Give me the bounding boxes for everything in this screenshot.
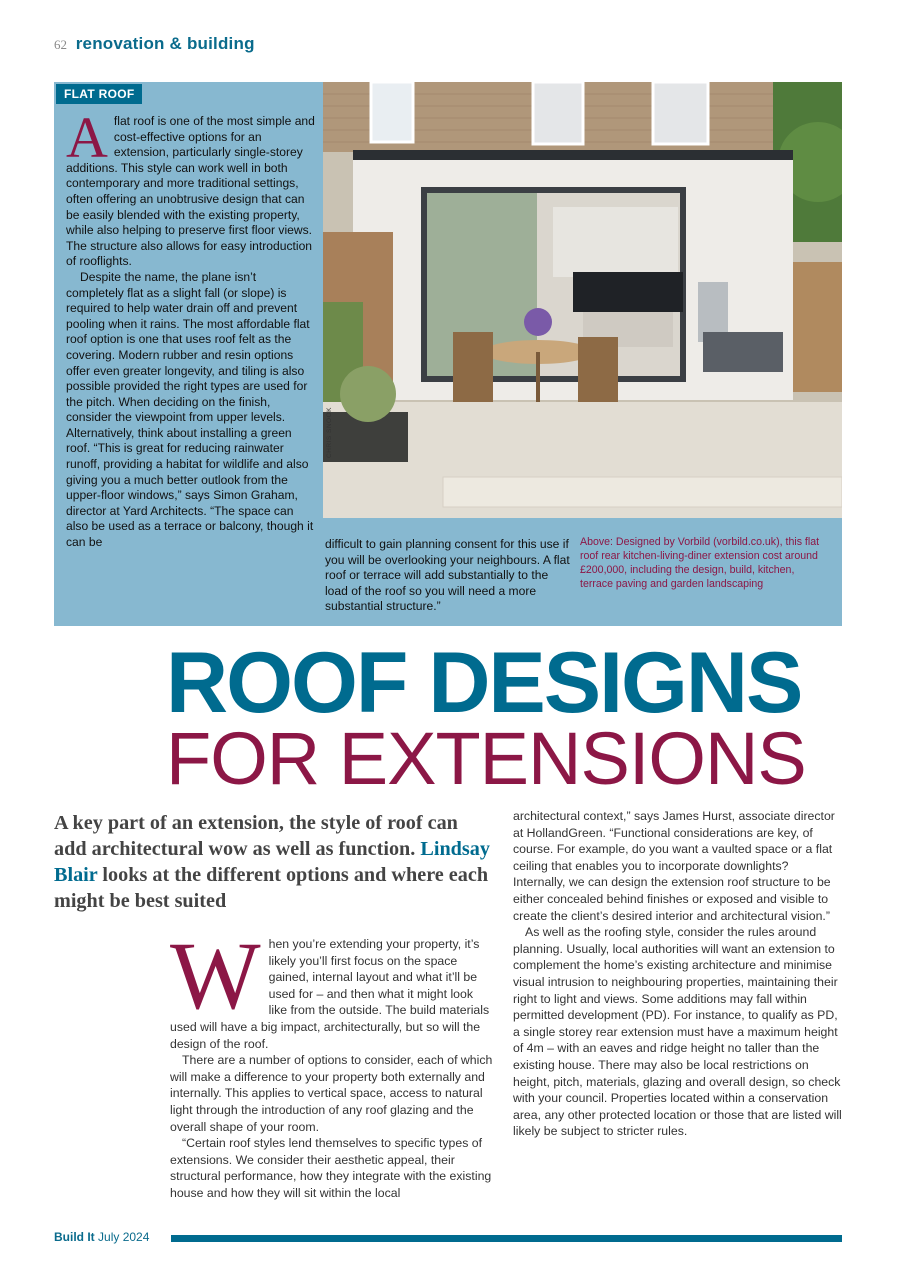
extension-photo-illustration [323,82,842,518]
sidebar-tag: FLAT ROOF [56,84,142,104]
footer-brand: Build It [54,1230,95,1244]
sidebar-continuation: difficult to gain planning consent for this use if you will be overlooking your neighbours. A flat roof or terrace will add substantially to the load of the roof so you will need a more substantial structure.” [325,537,570,614]
extension-photo [323,82,842,518]
page-header [54,34,255,54]
author-name: Lindsay Blair [54,838,490,886]
sidebar-text [66,105,316,551]
standfirst: A key part of an extension, the style of roof can add architectural wow as well as function. Lindsay Blair looks at the different options and where each might be best suited [54,812,490,912]
footer-rule [171,1235,842,1242]
body-column-2 [513,808,843,1140]
body-paragraph: “Certain roof styles lend themselves to specific types of extensions. We consider their aesthetic appeal, their structural performance, how they integrate with the existing house and how they will sit within the local [170,1136,492,1200]
headline-line-2: FOR EXTENSIONS [166,717,806,800]
footer-issue: July 2024 [98,1230,150,1244]
body-drop-cap: W [170,922,261,1029]
page-number: 62 [54,37,67,52]
body-paragraph: architectural context,” says James Hurst, associate director at HollandGreen. “Functional considerations are key, of course. For example, do you want a vaulted space or a flat ceiling that enables you to incorporate downlights? Internally, we can design the extension roof structure to be either concealed behind finishes or exposed and visible to create the client’s desired interior and architectural vision.” [513,809,835,923]
sidebar-paragraph: Despite the name, the plane isn’t completely flat as a slight fall (or slope) is required to help water drain off and prevent pooling when it rains. The most affordable flat roof option is one that uses roof felt as the covering. Modern rubber and resin options offer even greater longevity, and tiling is also possible provided the right types are used for the pitch. When deciding on the finish, consider the viewpoint from upper levels. Alternatively, think about installing a green roof. “This is great for reducing rainwater runoff, providing a habitat for wildlife and also giving you a much better outlook from the upper-floor windows,” says Simon Graham, director at Yard Architects. “The space can also be used as a terrace or balcony, though it can be [66,269,314,550]
headline-line-1: ROOF DESIGNS [166,635,802,731]
photo-caption: Above: Designed by Vorbild (vorbild.co.uk), this flat roof rear kitchen-living-diner extension cost around £200,000, including the design, build, kitchen, terrace paving and garden landscaping [580,536,820,590]
photo-credit: CHRIS SNOOK [326,406,333,458]
sidebar-drop-cap: A [66,105,108,170]
sidebar-paragraph: Aflat roof is one of the most simple and cost-effective options for an extension, particularly single-storey additions. This style can work well in both contemporary and more traditional settings, often offering an unobtrusive design that can be easily blended with the existing property, while also helping to preserve first floor views. The structure also allows for easy introduction of rooflights. [66,105,315,269]
body-column-1 [170,922,494,1202]
body-paragraph: There are a number of options to consider, each of which will make a difference to your property both externally and internally. This applies to vertical space, access to natural light through the introduction of any roof glazing and the overall shape of your room. [170,1053,493,1134]
section-title: renovation & building [75,34,255,53]
body-paragraph: When you’re extending your property, it’s likely you’ll first focus on the space gained, internal layout and what it’ll be used for – and then what it might look like from the outside. The build materials used will have a big impact, architecturally, but so will the design of the roof. [170,922,490,1051]
page-footer [54,1230,149,1244]
body-paragraph: As well as the roofing style, consider the rules around planning. Usually, local authorities will want an extension to complement the home’s existing architecture and minimise visual intrusion to neighbouring properties, maintaining their right to light and views. Some additions may fall within permitted development (PD). For instance, to qualify as PD, a single storey rear extension must have a maximum height of 4m – with an eaves and ridge height no taller than the existing house. There may also be local restrictions on height, pitch, materials, glazing and overall design, so check with your council. Properties located within a conservation area, any other protected location or those that are listed will likely be subject to stricter rules. [513,925,842,1139]
